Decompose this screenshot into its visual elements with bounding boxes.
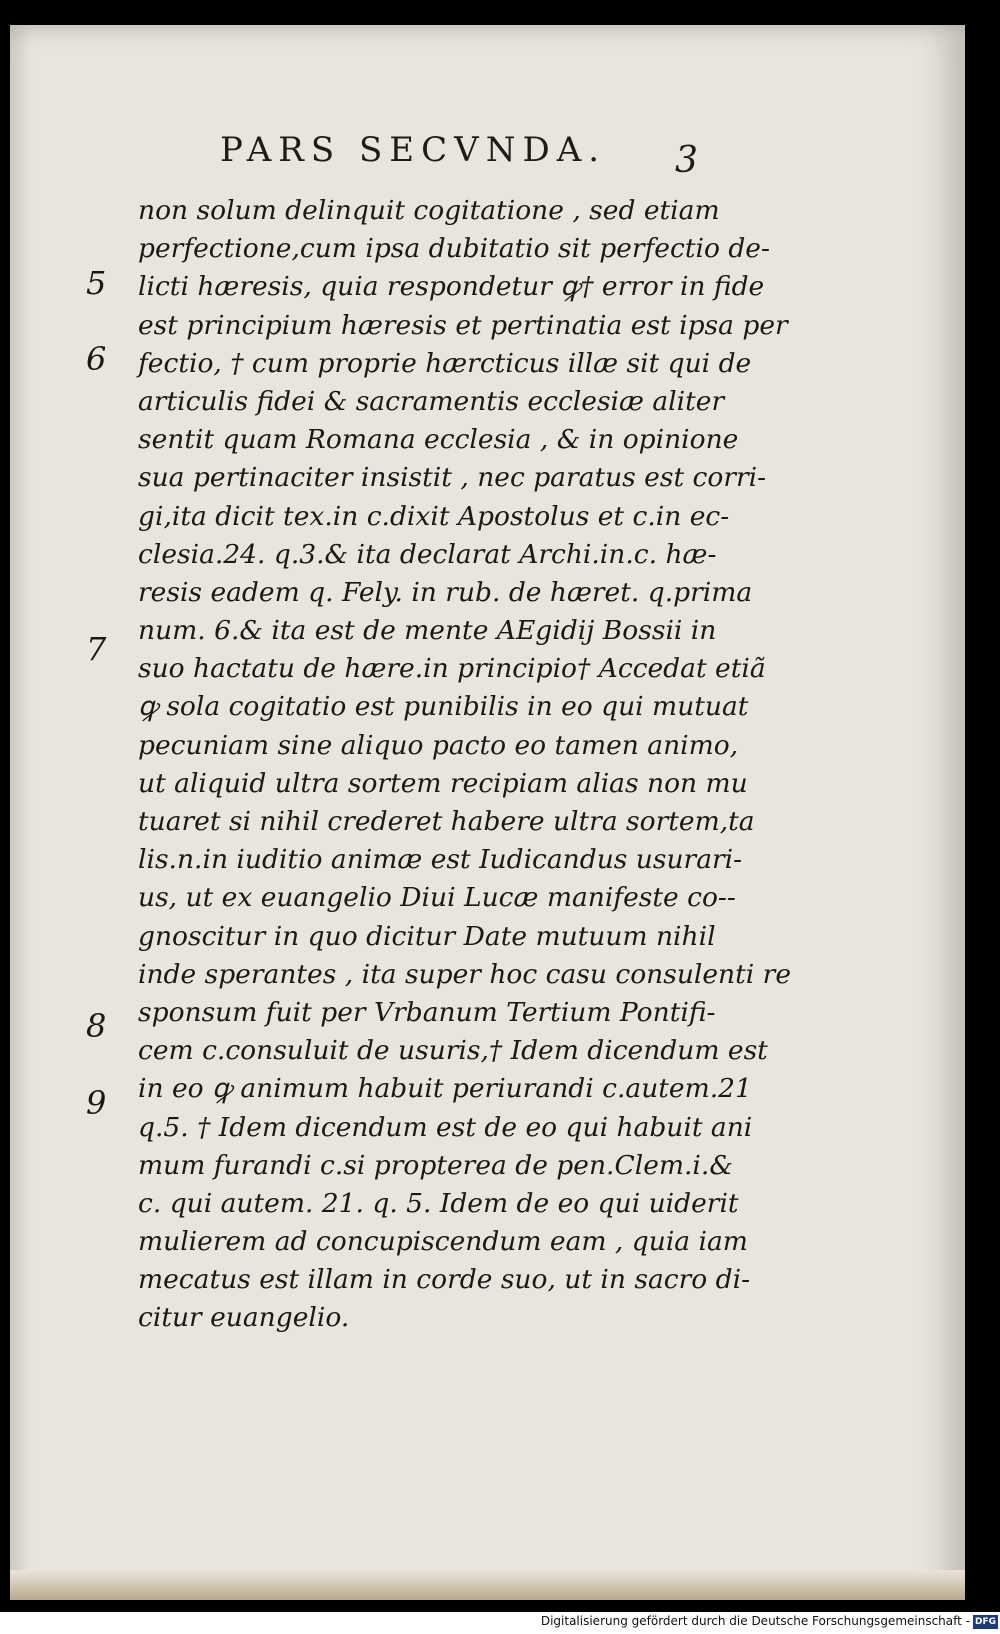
margin-number: 7 — [86, 630, 107, 668]
text-line: inde sperantes , ita super hoc casu consulenti re — [138, 958, 792, 990]
text-line: sponsum fuit per Vrbanum Tertium Pontifi- — [138, 996, 716, 1028]
text-line: suo hactatu de hære.in principio† Accedat etiã — [138, 653, 766, 685]
margin-number: 5 — [86, 264, 107, 302]
text-line: ut aliquid ultra sortem recipiam alias non mu — [138, 767, 748, 799]
text-line: clesia.24. q.3.& ita declarat Archi.in.c. hæ- — [138, 538, 717, 570]
text-line: q.5. † Idem dicendum est de eo qui habuit ani — [138, 1111, 753, 1143]
running-header: PARS SECVNDA. — [220, 130, 607, 170]
text-line: cem c.consuluit de usuris,† Idem dicendum est — [138, 1035, 768, 1067]
text-line: lis.n.in iuditio animæ est Iudicandus usurari- — [138, 844, 743, 876]
text-line: est principium hæresis et pertinatia est ipsa per — [138, 309, 788, 341]
page-number: 3 — [675, 140, 698, 181]
text-line: non solum delinquit cogitatione , sed etiam — [138, 195, 720, 226]
book-page — [10, 25, 965, 1600]
text-line: perfectione,cum ipsa dubitatio sit perfectio de- — [138, 233, 770, 265]
margin-number: 8 — [86, 1007, 107, 1045]
text-line: mecatus est illam in corde suo, ut in sacro di- — [138, 1264, 751, 1296]
text-line: num. 6.& ita est de mente AEgidij Bossii in — [138, 615, 717, 647]
footer-credit: Digitalisierung gefördert durch die Deutsche Forschungsgemeinschaft - — [540, 1614, 970, 1628]
text-line: mulierem ad concupiscendum eam , quia iam — [138, 1226, 748, 1258]
text-line: licti hæresis, quia respondetur ꝙ† error in fide — [138, 271, 765, 303]
footer-bar — [0, 1612, 1000, 1634]
text-line: sentit quam Romana ecclesia , & in opinione — [138, 424, 739, 456]
text-line: c. qui autem. 21. q. 5. Idem de eo qui uiderit — [138, 1187, 739, 1219]
margin-number: 9 — [86, 1084, 107, 1122]
text-line: sua pertinaciter insistit , nec paratus est corri- — [138, 462, 767, 494]
text-line: tuaret si nihil crederet habere ultra sortem,ta — [138, 806, 755, 837]
text-line: in eo ꝙ animum habuit periurandi c.autem.21 — [138, 1073, 752, 1105]
text-line: gnoscitur in quo dicitur Date mutuum nihil — [138, 920, 716, 952]
page-bottom-shade — [10, 1570, 965, 1600]
body-text — [138, 192, 792, 1338]
text-line: resis eadem q. Fely. in rub. de hæret. q.prima — [138, 576, 753, 608]
margin-number: 6 — [86, 340, 107, 378]
text-line: mum furandi c.si propterea de pen.Clem.i.& — [138, 1149, 733, 1181]
text-line: fectio, † cum proprie hærcticus illæ sit qui de — [138, 347, 752, 379]
text-line: ꝙ sola cogitatio est punibilis in eo qui mutuat — [138, 691, 749, 723]
text-line: us, ut ex euangelio Diui Lucæ manifeste co-- — [138, 882, 736, 914]
text-line: citur euangelio. — [138, 1302, 350, 1334]
text-line: articulis fidei & sacramentis ecclesiæ aliter — [138, 385, 725, 417]
dfg-logo-icon: DFG — [974, 1617, 996, 1627]
text-line: gi,ita dicit tex.in c.dixit Apostolus et c.in ec- — [138, 500, 730, 532]
text-line: pecuniam sine aliquo pacto eo tamen animo, — [138, 729, 739, 761]
